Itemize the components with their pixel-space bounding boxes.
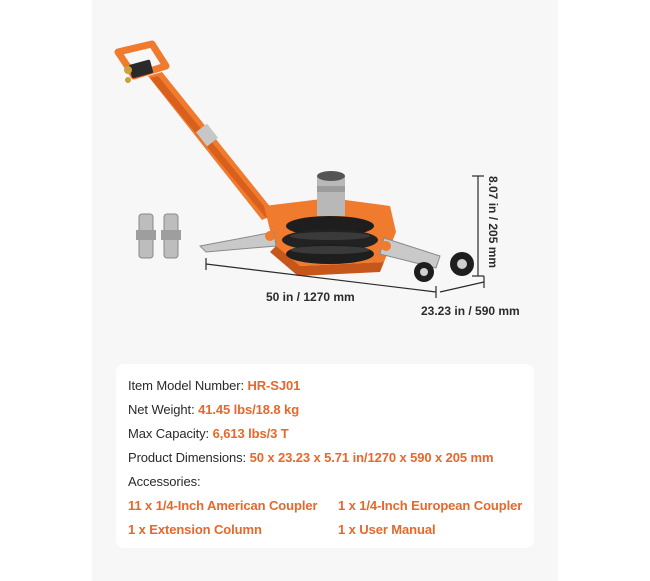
accessory-item: 1 x User Manual xyxy=(338,522,436,537)
spec-capacity-value: 6,613 lbs/3 T xyxy=(212,426,289,441)
spec-dimensions-value: 50 x 23.23 x 5.71 in/1270 x 590 x 205 mm xyxy=(249,450,494,465)
height-dimension-label: 8.07 in / 205 mm xyxy=(486,176,500,269)
accessory-item: 1 x 1/4-Inch European Coupler xyxy=(338,498,523,513)
width-dimension-label: 23.23 in / 590 mm xyxy=(421,304,520,318)
spec-dimensions-label: Product Dimensions: xyxy=(128,450,247,465)
spec-capacity xyxy=(128,426,289,441)
jack-handle xyxy=(118,44,276,220)
length-dimension-label: 50 in / 1270 mm xyxy=(266,290,355,304)
spec-weight-value: 41.45 lbs/18.8 kg xyxy=(198,402,300,417)
accessory-item: 1 x Extension Column xyxy=(128,522,262,537)
spec-capacity-label: Max Capacity: xyxy=(128,426,210,441)
spec-dimensions xyxy=(128,450,493,465)
spec-model xyxy=(128,378,300,393)
accessories-heading: Accessories: xyxy=(128,474,201,489)
coupler-accessories xyxy=(136,214,181,258)
spec-weight xyxy=(128,402,299,417)
spec-model-value: HR-SJ01 xyxy=(247,378,301,393)
spec-model-label: Item Model Number: xyxy=(128,378,244,393)
accessory-item: 11 x 1/4-Inch American Coupler xyxy=(128,498,318,513)
spec-weight-label: Net Weight: xyxy=(128,402,195,417)
spec-card xyxy=(116,364,534,548)
